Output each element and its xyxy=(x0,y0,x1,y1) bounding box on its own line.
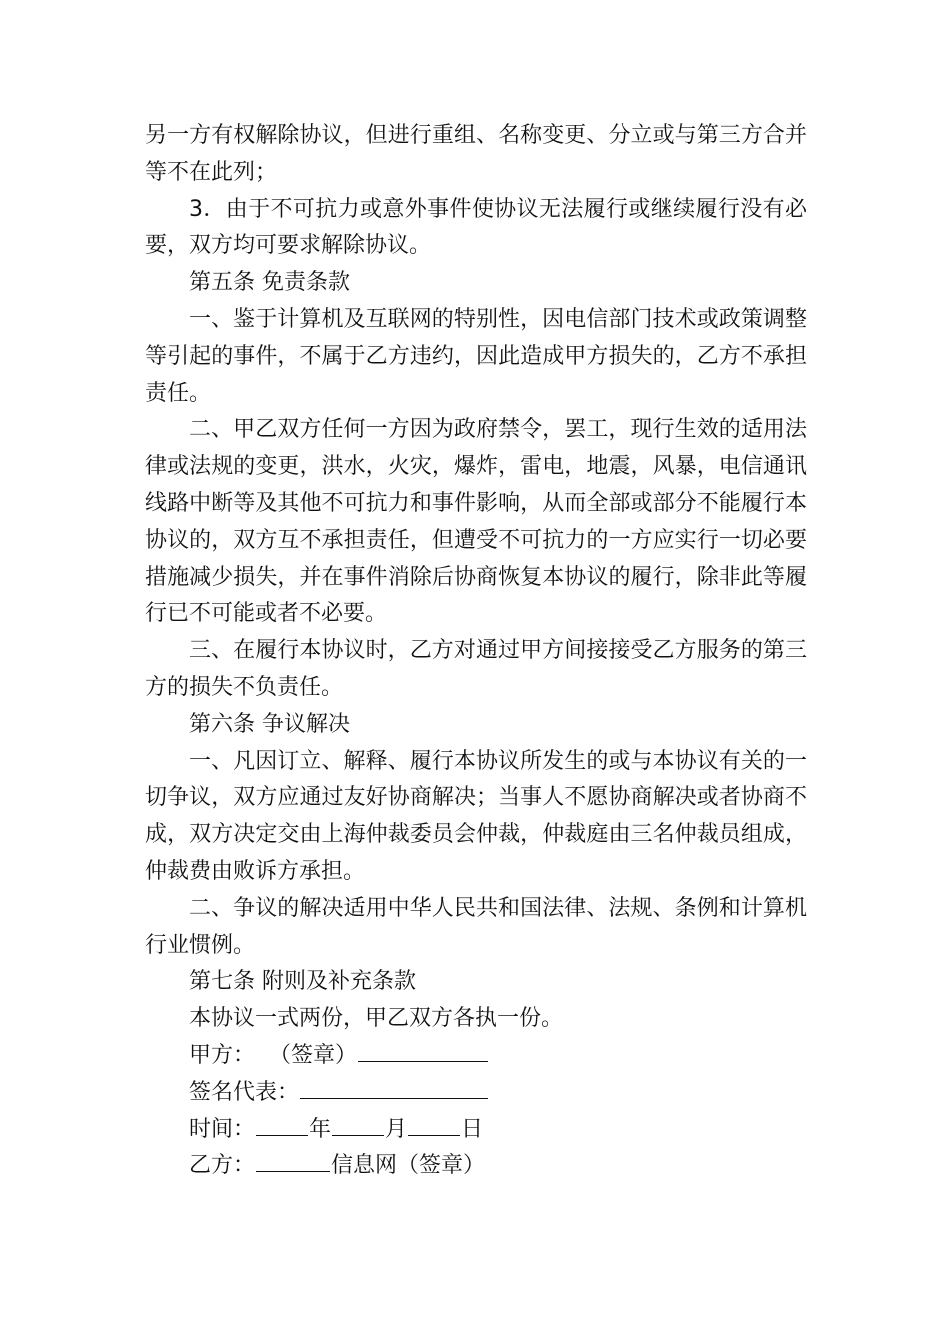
representative-label: 签名代表： xyxy=(189,1079,300,1105)
signature-party-a xyxy=(145,1038,807,1075)
paragraph-dispute-1: 一、凡因订立、解释、履行本协议所发生的或与本协议有关的一切争议，双方应通过友好协商解决；当事人不愿协商解决或者协商不成，双方决定交由上海仲裁委员会仲裁，仲裁庭由三名仲裁员组成，仲裁费由败诉方承担。 xyxy=(145,748,807,884)
signature-party-b xyxy=(145,1148,807,1185)
paragraph-force-majeure-termination: 3．由于不可抗力或意外事件使协议无法履行或继续履行没有必要，双方均可要求解除协议。 xyxy=(145,196,807,259)
article-5-heading: 第五条 免责条款 xyxy=(189,270,350,296)
paragraph-dispute-2: 二、争议的解决适用中华人民共和国法律、法规、条例和计算机行业惯例。 xyxy=(145,895,807,958)
signature-date xyxy=(145,1112,807,1149)
year-label: 年 xyxy=(309,1116,332,1142)
document-page xyxy=(145,118,807,1185)
article-7-heading: 第七条 附则及补充条款 xyxy=(189,969,416,995)
party-a-signature-blank[interactable] xyxy=(358,1039,488,1062)
article-6-heading: 第六条 争议解决 xyxy=(189,711,350,737)
signature-representative xyxy=(145,1075,807,1112)
party-a-label: 甲方： xyxy=(189,1042,256,1068)
day-label: 日 xyxy=(461,1116,484,1142)
day-blank[interactable] xyxy=(408,1113,460,1136)
year-blank[interactable] xyxy=(256,1113,308,1136)
paragraph-termination-cont: 另一方有权解除协议，但进行重组、名称变更、分立或与第三方合并等不在此列； xyxy=(145,123,807,185)
date-label: 时间： xyxy=(189,1116,256,1142)
paragraph-exemption-1: 一、鉴于计算机及互联网的特别性，因电信部门技术或政策调整等引起的事件，不属于乙方违约，因此造成甲方损失的，乙方不承担责任。 xyxy=(145,306,807,406)
month-label: 月 xyxy=(385,1116,408,1142)
party-b-label: 乙方： xyxy=(189,1153,256,1179)
party-b-suffix: 信息网（签章） xyxy=(331,1153,486,1179)
party-b-name-blank[interactable] xyxy=(256,1149,330,1172)
party-a-seal: （签章） xyxy=(269,1042,358,1068)
representative-signature-blank[interactable] xyxy=(300,1076,488,1099)
paragraph-exemption-2: 二、甲乙双方任何一方因为政府禁令，罢工，现行生效的适用法律或法规的变更，洪水，火灾，爆炸，雷电，地震，风暴，电信通讯线路中断等及其他不可抗力和事件影响，从而全部或部分不能履行本协议的，双方互不承担责任，但遭受不可抗力的一方应实行一切必要措施减少损失，并在事件消除后协商恢复本协议的履行，除非此等履行已不可能或者不必要。 xyxy=(145,417,807,627)
month-blank[interactable] xyxy=(332,1113,384,1136)
paragraph-exemption-3: 三、在履行本协议时，乙方对通过甲方间接接受乙方服务的第三方的损失不负责任。 xyxy=(145,638,807,700)
paragraph-copies: 本协议一式两份，甲乙双方各执一份。 xyxy=(189,1006,564,1032)
